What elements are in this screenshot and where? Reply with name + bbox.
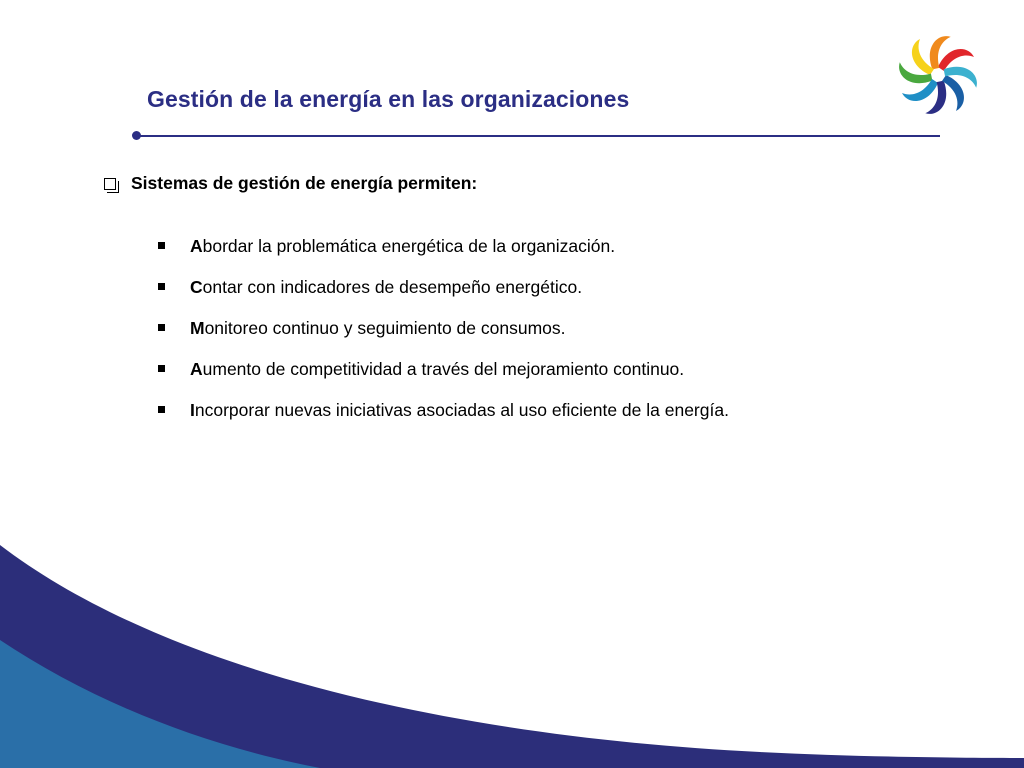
square-bullet-icon bbox=[158, 365, 165, 372]
bullet-list bbox=[158, 232, 729, 437]
square-bullet-icon bbox=[158, 324, 165, 331]
pinwheel-logo-icon bbox=[896, 36, 980, 114]
bullet-initial: A bbox=[190, 359, 203, 379]
slide-title: Gestión de la energía en las organizaciones bbox=[147, 86, 630, 112]
bullet-item bbox=[158, 232, 729, 273]
square-bullet-icon bbox=[158, 283, 165, 290]
section-heading-text: Sistemas de gestión de energía permiten: bbox=[131, 173, 478, 193]
bullet-initial: I bbox=[190, 400, 195, 420]
square-bullet-icon bbox=[158, 406, 165, 413]
bullet-text: bordar la problemática energética de la organización. bbox=[202, 236, 616, 256]
bullet-item bbox=[158, 396, 729, 437]
bullet-initial: M bbox=[190, 318, 205, 338]
title-rule bbox=[138, 135, 940, 137]
bullet-initial: A bbox=[190, 236, 203, 256]
bullet-text: ontar con indicadores de desempeño energético. bbox=[202, 277, 583, 297]
bullet-item bbox=[158, 314, 729, 355]
checkbox-icon bbox=[104, 178, 116, 190]
section-heading bbox=[104, 173, 477, 194]
bullet-item bbox=[158, 355, 729, 396]
square-bullet-icon bbox=[158, 242, 165, 249]
bullet-text: ncorporar nuevas iniciativas asociadas al uso eficiente de la energía. bbox=[194, 400, 729, 420]
bullet-initial: C bbox=[190, 277, 203, 297]
bullet-item bbox=[158, 273, 729, 314]
bullet-text: onitoreo continuo y seguimiento de consumos. bbox=[204, 318, 566, 338]
bullet-text: umento de competitividad a través del mejoramiento continuo. bbox=[202, 359, 685, 379]
